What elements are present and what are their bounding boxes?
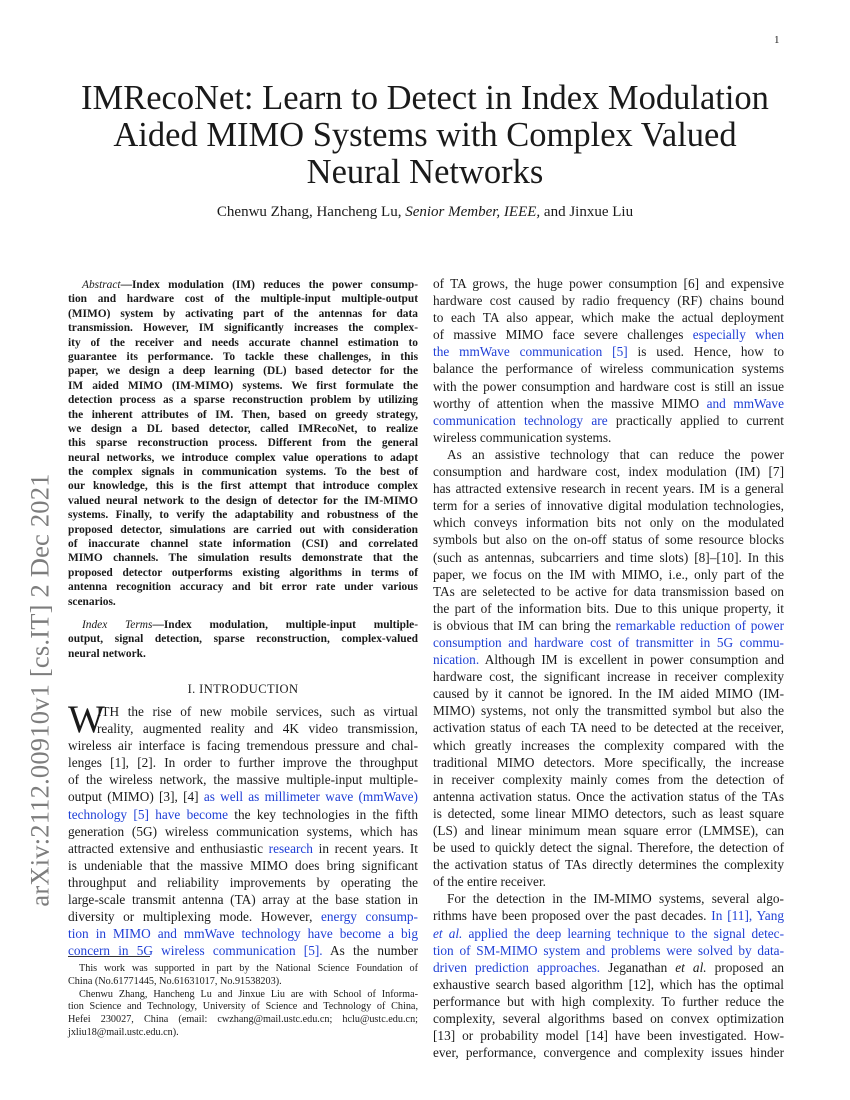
citation-link[interactable]: nication. <box>433 652 480 668</box>
footnote-line: tion Science and Technology, University of Science and Technology of China, <box>68 1001 418 1013</box>
body-line: of the entire receiver. <box>433 874 546 890</box>
index-terms-line: Index Terms—Index modulation, multiple-input multiple- <box>82 619 418 631</box>
author-list <box>70 204 780 221</box>
abstract-line: tion and hardware cost of the multiple-input multiple-output <box>68 293 418 306</box>
abstract-line: guarantee its performance. To tackle these challenges, in this <box>68 350 418 363</box>
body-line: of TA grows, the huge power consumption [6] and expensive <box>433 276 784 291</box>
body-line: which greatly increases the complexity compared with the <box>433 737 784 753</box>
intro-line: ITH the rise of new mobile services, such as virtual <box>97 704 418 719</box>
citation-link[interactable]: driven prediction approaches. <box>433 959 601 975</box>
index-terms-line: neural network. <box>68 647 146 660</box>
body-line: (LS) and linear minimum mean square error (LMMSE), can <box>433 823 784 838</box>
page-number: 1 <box>774 34 780 46</box>
body-line: exhaustive search based algorithm [12], which has the optimal <box>433 976 784 992</box>
body-line: TAs are seletected to be active for data transmission based on <box>433 583 784 599</box>
citation-link[interactable]: the mmWave communication [5] <box>433 344 628 360</box>
footnote-rule <box>68 956 150 957</box>
citation-link[interactable]: research <box>268 840 313 856</box>
introduction-text <box>68 698 418 959</box>
abstract-line: valued neural network to the design of detector for the IM-MIMO <box>68 494 418 507</box>
body-line: is obvious that IM can bring the remarkable reduction of power <box>433 617 784 633</box>
body-line: with the power consumption and hardware cost is still an issue <box>433 378 784 394</box>
body-line: activation status of each TA need to be detected at the receiver, <box>433 720 784 736</box>
body-line: term for a series of innovative digital modulation technologies, <box>433 498 784 514</box>
abstract-line: of inaccurate channel state information (CSI) and correlated <box>68 538 418 551</box>
abstract-line: the inherent attributes of IM. Then, based on greedy strategy, <box>68 408 418 421</box>
body-line: nication. Although IM is excellent in power consumption and <box>433 652 784 668</box>
intro-line: diversity or multiplexing mode. However, energy consump- <box>68 909 418 925</box>
footnote-line: jxliu18@mail.ustc.edu.cn). <box>68 1026 179 1038</box>
body-line: the mmWave communication [5] is used. Hence, how to <box>433 344 785 360</box>
citation-link[interactable]: concern in 5G wireless communication [5]. <box>68 943 323 959</box>
title-line: Neural Networks <box>306 153 544 191</box>
citation-link[interactable]: energy consump- <box>321 909 418 925</box>
body-line: wireless communication systems. <box>433 429 612 445</box>
body-line: worthy of attention when the massive MIMO and mmWave <box>433 395 784 411</box>
abstract-line: transmission. However, IM significantly increases the complex- <box>68 322 418 335</box>
citation-link[interactable]: et al. applied the deep learning technique to the signal detec- <box>433 925 784 941</box>
body-line: For the detection in the IM-MIMO systems, several algo- <box>447 891 784 907</box>
citation-link[interactable]: especially when <box>692 327 784 343</box>
body-line: to each TA also appear, which make the actual deployment <box>433 310 784 326</box>
abstract <box>68 278 418 609</box>
body-line: balance the performance of wireless communication systems <box>433 361 784 377</box>
citation-link[interactable]: communication technology are <box>433 412 608 428</box>
body-line: antenna activation status. Once the activation status of the TAs <box>433 788 784 804</box>
abstract-line: MIMO channels. The simulation results demonstrate that the <box>68 552 418 565</box>
citation-link[interactable]: remarkable reduction of power <box>615 617 784 633</box>
arxiv-id: arXiv:2112.00910v1 [cs.IT] 2 Dec 2021 <box>24 473 55 907</box>
body-line: ever, performance, convergence and complexity issues hinder <box>433 1045 784 1061</box>
abstract-line: ity of the receiver and needs accurate channel estimation to <box>68 336 418 349</box>
intro-line: attracted extensive and enthusiastic research in recent years. It <box>68 840 418 856</box>
intro-line: reality, augmented reality and 4K video transmission, <box>97 721 418 737</box>
abstract-line: the complex signals in communication systems. To the best of <box>68 466 418 479</box>
title-line: Aided MIMO Systems with Complex Valued <box>113 116 737 154</box>
citation-link[interactable]: and mmWave <box>706 395 784 411</box>
body-line: which conveys information bits not only on the modulated <box>433 515 784 531</box>
index-terms-label: Index Terms <box>82 619 153 631</box>
footnote-line: China (No.61771445, No.61631017, No.91538203). <box>68 975 282 987</box>
abstract-label: Abstract <box>82 279 121 291</box>
body-line: MIMO) systems, not only the transmitted symbol but also the <box>433 703 784 719</box>
body-line: (such as antennas, subcarriers and time slots) [8]–[10]. In this <box>433 549 784 565</box>
citation-link[interactable]: technology [5] have become <box>68 806 228 822</box>
citation-link[interactable]: as well as millimeter wave (mmWave) <box>203 789 418 805</box>
intro-line: is undeniable that the massive MIMO does bring significant <box>68 857 418 873</box>
paper-title <box>70 80 780 191</box>
abstract-line: detection process as a sparse reconstruction problem by utilizing <box>68 394 418 407</box>
body-line: [13] or probability model [14] have been investigated. How- <box>433 1028 784 1044</box>
intro-line: large-scale transmit antenna (TA) array at the base station in <box>68 892 418 908</box>
abstract-line: IM aided MIMO (IM-MIMO) systems. We first formulate the <box>68 379 418 392</box>
abstract-line: paper, we design a deep learning (DL) based detector for the <box>68 365 418 378</box>
abstract-line: we design a DL based detector, called IMRecoNet, to realize <box>68 422 418 435</box>
body-line: hardware cost caused by radio frequency (RF) chains bound <box>433 293 784 309</box>
footnote-line: This work was supported in part by the National Science Foundation of <box>79 963 418 974</box>
body-line: be used to quickly detect the signal. Therefore, the detection of <box>433 840 784 856</box>
intro-line: throughput and reliability improvements by operating the <box>68 874 418 890</box>
body-line: in receiver complexity mainly comes from the detection of <box>433 771 784 787</box>
body-line: the part of the information bits. Due to this unique property, it <box>433 600 784 616</box>
body-line: As an assistive technology that can reduce the power <box>447 446 784 462</box>
abstract-line: proposed detector outperforms existing algorithms in terms of <box>68 566 418 579</box>
footnote-line: Hefei 230027, China (email: cwzhang@mail.ustc.edu.cn; hclu@ustc.edu.cn; <box>68 1014 418 1026</box>
author-names: Chenwu Zhang, Hancheng Lu, <box>216 204 406 220</box>
body-line: driven prediction approaches. Jeganathan et al. proposed an <box>433 959 785 975</box>
abstract-line: this sparse reconstruction process. Different from the general <box>68 437 418 450</box>
title-line: IMRecoNet: Learn to Detect in Index Modulation <box>81 79 769 117</box>
body-line: symbols but also on the on-off status of some resource blocks <box>433 532 784 548</box>
index-terms <box>68 618 418 661</box>
abstract-line: proposed detector, simulations are carried out with consideration <box>68 523 418 536</box>
intro-line: of the wireless network, the massive multiple-input multiple- <box>68 772 418 788</box>
abstract-line: scenarios. <box>68 595 116 608</box>
body-line: communication technology are practically applied to current <box>433 412 784 428</box>
citation-link[interactable]: tion of SM-MIMO system and problems were solved by data- <box>433 942 784 958</box>
body-line: is detected, some linear MIMO detectors, such as least square <box>433 805 784 821</box>
footnote <box>68 963 418 1040</box>
citation-link[interactable]: consumption and hardware cost of transmitter in 5G commu- <box>433 634 784 650</box>
abstract-line: systems. Finally, to verify the adaptability and robustness of the <box>68 509 418 522</box>
body-line: hardware cost, the significant increase in receiver complexity <box>433 669 784 685</box>
body-line: traditional MIMO detectors. More specifically, the increase <box>433 754 784 770</box>
abstract-line: antenna recognition accuracy and bit error rate under various <box>68 581 418 594</box>
body-line: complexity, several algorithms based on convex optimization <box>433 1011 784 1027</box>
intro-line: technology [5] have become the key technologies in the fifth <box>68 806 418 822</box>
citation-link[interactable]: tion in MIMO and mmWave technology have become a big <box>68 926 418 942</box>
section-heading: I. INTRODUCTION <box>187 682 299 696</box>
body-line: consumption and hardware cost, index modulation (IM) [7] <box>433 464 784 480</box>
abstract-line: our knowledge, this is the first attempt that introduce complex <box>68 480 418 493</box>
intro-line: wireless air interface is facing tremendous pressure and chal- <box>68 738 418 754</box>
abstract-line: neural networks, we introduce complex value operations to adapt <box>68 451 418 464</box>
intro-line: output (MIMO) [3], [4] as well as millimeter wave (mmWave) <box>68 789 418 805</box>
intro-line: lenges [1], [2]. In order to further improve the throughput <box>68 755 418 771</box>
footnote-line: Chenwu Zhang, Hancheng Lu and Jinxue Liu are with School of Informa- <box>79 988 418 1000</box>
dropcap: W <box>68 698 105 741</box>
author-role: Senior Member, IEEE, <box>405 204 541 220</box>
intro-line: generation (5G) wireless communication systems, which has <box>68 823 418 839</box>
body-line: the activation status of TAs directly determines the complexity <box>433 857 784 873</box>
body-line: rithms have been proposed over the past decades. In [11], Yang <box>433 908 785 924</box>
body-line: caused by it cannot be ignored. In the IM aided MIMO (IM- <box>433 686 784 702</box>
body-line: performance but with high complexity. To further reduce the <box>433 993 784 1009</box>
body-line: has attracted extensive research in recent years. IM is a general <box>433 481 784 497</box>
body-line: paper, we focus on the IM with MIMO, i.e., only part of the <box>433 566 784 582</box>
intro-line: concern in 5G wireless communication [5]. As the number <box>68 943 418 959</box>
citation-link[interactable]: In [11], Yang <box>711 908 785 924</box>
author-tail: and Jinxue Liu <box>540 204 634 220</box>
abstract-line: Abstract—Index modulation (IM) reduces the power consump- <box>82 279 418 291</box>
body-line: of massive MIMO face severe challenges especially when <box>433 327 784 343</box>
right-column-text <box>433 275 784 1061</box>
abstract-line: (MIMO) system by activating part of the antennas for data <box>68 307 418 320</box>
index-terms-line: output, signal detection, sparse reconstruction, complex-valued <box>68 633 418 646</box>
